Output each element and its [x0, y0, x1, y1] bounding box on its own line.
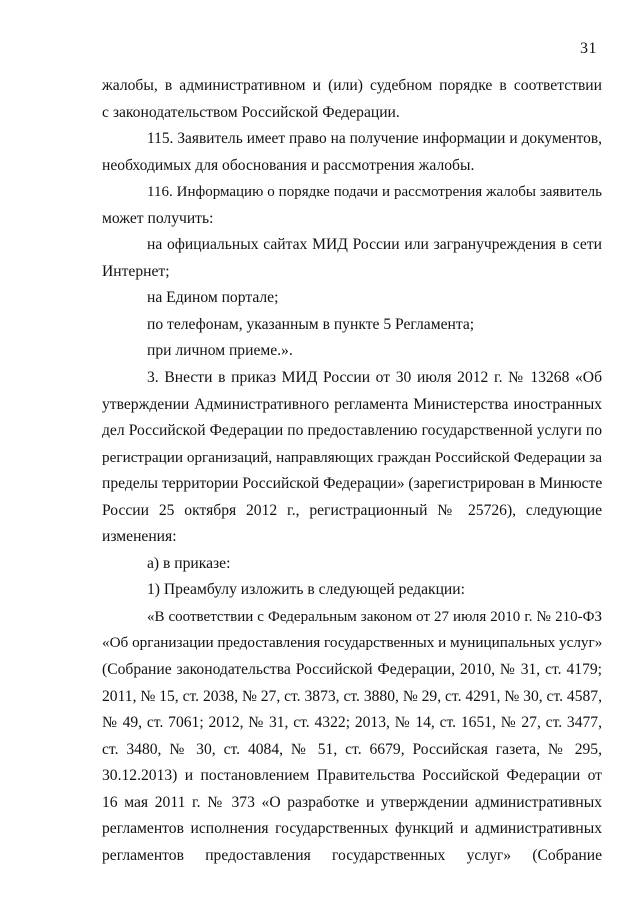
text-line: Интернет; [102, 262, 170, 280]
text-line: при личном приеме.». [147, 342, 293, 360]
text-line: утверждении Административного регламента Министерства иностранных [102, 395, 602, 413]
text-line: 3. Внести в приказ МИД России от 30 июля 2012 г. № 13268 «Об [147, 369, 602, 387]
text-line: 115. Заявитель имеет право на получение информации и документов, [147, 130, 602, 148]
text-line: 2011, № 15, ст. 2038, № 27, ст. 3873, ст. 3880, № 29, ст. 4291, № 30, ст. 4587, [102, 687, 602, 705]
text-line: с законодательством Российской Федерации. [102, 103, 400, 121]
text-line: пределы территории Российской Федерации» (зарегистрирован в Минюсте [102, 475, 603, 493]
text-line: жалобы, в административном и (или) судебном порядке в соответствии [102, 77, 602, 94]
page-number: 31 [580, 40, 597, 57]
text-line: 116. Информацию о порядке подачи и рассмотрения жалобы заявитель [147, 184, 602, 201]
text-line: (Собрание законодательства Российской Федерации, 2010, № 31, ст. 4179; [102, 661, 602, 679]
text-line: ст. 3480, № 30, ст. 4084, № 51, ст. 6679, Российская газета, № 295, [102, 740, 602, 758]
text-line: «Об организации предоставления государственных и муниципальных услуг» [102, 634, 603, 652]
text-line: 30.12.2013) и постановлением Правительства Российской Федерации от [102, 767, 602, 785]
text-line: регистрации организаций, направляющих граждан Российской Федерации за [102, 448, 602, 466]
text-line: 16 мая 2011 г. № 373 «О разработке и утверждении административных [102, 793, 602, 811]
text-line: на Едином портале; [147, 289, 279, 307]
text-line: по телефонам, указанным в пункте 5 Регламента; [147, 315, 475, 333]
text-line: дел Российской Федерации по предоставлению государственной услуги по [102, 422, 602, 440]
text-line: регламентов предоставления государственных услуг» (Собрание [102, 846, 602, 864]
text-line: на официальных сайтах МИД России или загранучреждения в сети [147, 236, 602, 254]
text-line: может получить: [102, 209, 214, 227]
text-line: регламентов исполнения государственных функций и административных [102, 820, 602, 838]
text-line: необходимых для обоснования и рассмотрения жалобы. [102, 156, 475, 174]
text-line: изменения: [102, 528, 177, 546]
text-line: России 25 октября 2012 г., регистрационный № 25726), следующие [102, 501, 602, 519]
text-line: а) в приказе: [147, 554, 231, 572]
text-line: 1) Преамбулу изложить в следующей редакции: [147, 581, 465, 599]
text-line: № 49, ст. 7061; 2012, № 31, ст. 4322; 2013, № 14, ст. 1651, № 27, ст. 3477, [102, 714, 602, 732]
text-line: «В соответствии с Федеральным законом от 27 июля 2010 г. № 210-ФЗ [147, 608, 602, 625]
body-text [102, 73, 602, 869]
